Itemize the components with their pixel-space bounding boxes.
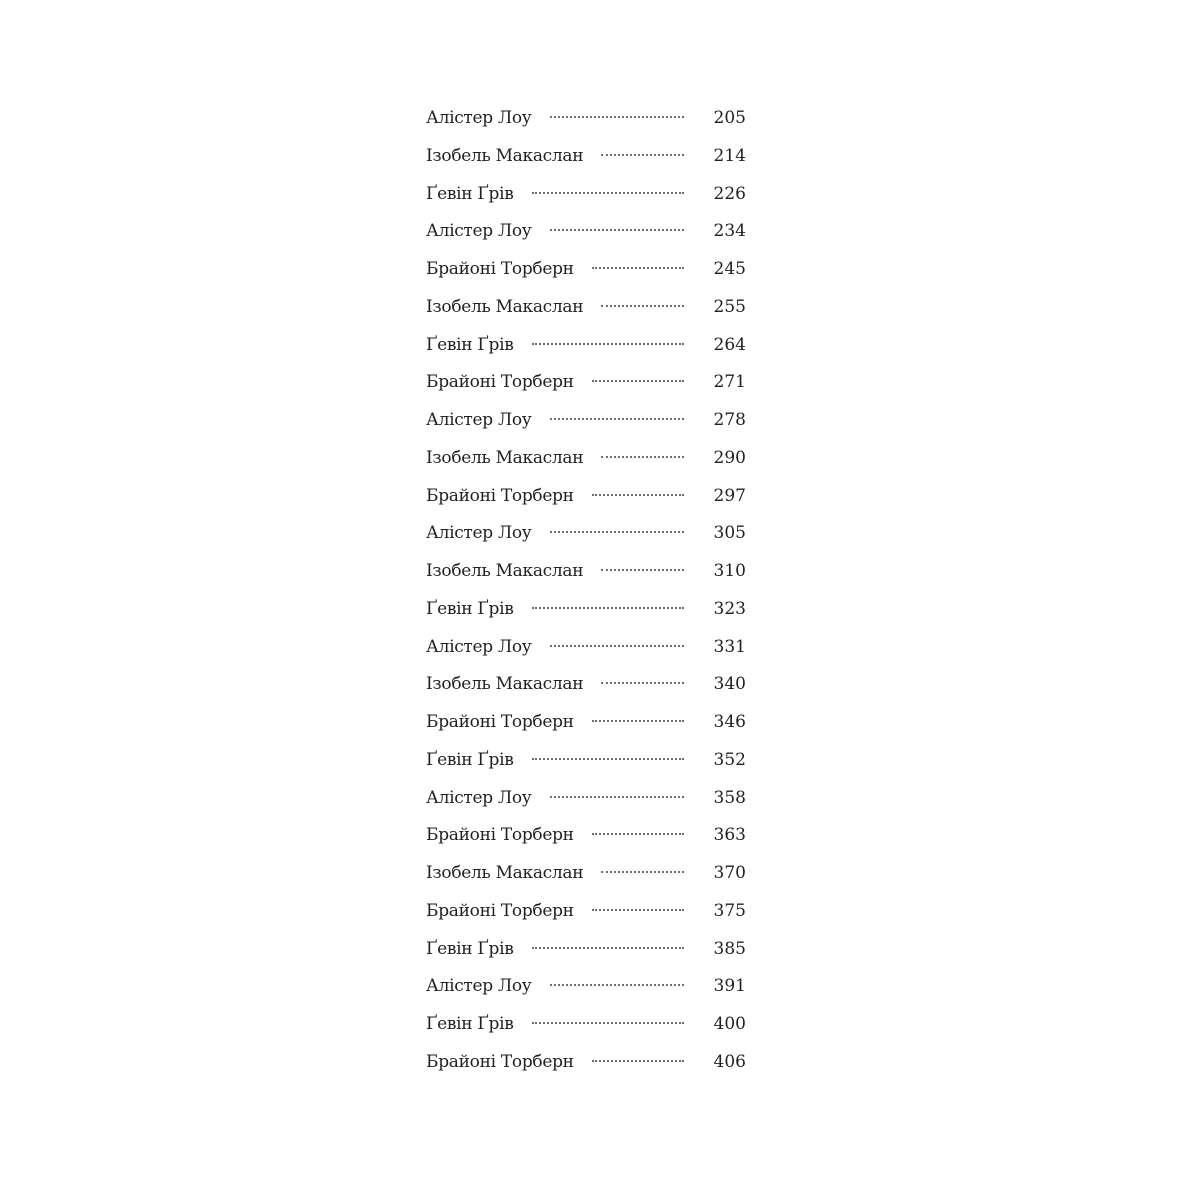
- toc-entry-page-number: 352: [713, 749, 746, 770]
- toc-entry-name: Ізобель Макаслан: [426, 674, 584, 695]
- dot-leader: [601, 682, 683, 684]
- dot-leader: [592, 833, 684, 835]
- toc-entry-name: Алістер Лоу: [426, 410, 532, 430]
- toc-entry: [426, 478, 746, 516]
- toc-entry: [426, 251, 746, 289]
- dot-leader: [601, 154, 683, 156]
- dot-leader: [592, 720, 684, 722]
- toc-entry: [426, 666, 746, 704]
- toc-entry-name: Брайоні Торберн: [426, 825, 574, 846]
- toc-entry-page-number: 305: [713, 523, 746, 544]
- dot-leader: [532, 758, 684, 760]
- dot-leader: [592, 909, 684, 911]
- dot-leader: [592, 380, 684, 382]
- toc-entry: [426, 402, 746, 440]
- toc-entry: [426, 100, 746, 138]
- toc-entry-page-number: 310: [713, 561, 746, 581]
- toc-entry-page-number: 370: [713, 863, 746, 883]
- toc-entry-name: Ґевін Ґрів: [426, 183, 514, 204]
- toc-entry-page-number: 331: [713, 636, 746, 657]
- toc-entry-name: Алістер Лоу: [426, 221, 532, 242]
- toc-entry-name: Ґевін Ґрів: [426, 1014, 514, 1034]
- toc-entry-name: Брайоні Торберн: [426, 485, 574, 506]
- toc-entry: [426, 364, 746, 402]
- toc-entry: [426, 515, 746, 553]
- toc-entry-page-number: 358: [713, 787, 746, 808]
- toc-entry-name: Алістер Лоу: [426, 523, 532, 544]
- toc-entry-page-number: 400: [713, 1014, 746, 1034]
- dot-leader: [532, 343, 684, 345]
- dot-leader: [592, 1060, 684, 1062]
- toc-entry-name: Ізобель Макаслан: [426, 447, 584, 468]
- dot-leader: [550, 796, 684, 798]
- toc-entry-page-number: 323: [713, 598, 746, 619]
- toc-entry: [426, 968, 746, 1006]
- toc-entry-name: Ґевін Ґрів: [426, 598, 514, 619]
- dot-leader: [532, 1022, 684, 1024]
- dot-leader: [550, 229, 684, 231]
- dot-leader: [532, 607, 684, 609]
- toc-entry-name: Алістер Лоу: [426, 976, 532, 997]
- dot-leader: [550, 531, 684, 533]
- toc-entry-name: Брайоні Торберн: [426, 372, 574, 393]
- toc-entry-name: Ізобель Макаслан: [426, 296, 584, 317]
- toc-entry: [426, 440, 746, 478]
- toc-entry-name: Брайоні Торберн: [426, 1051, 574, 1072]
- toc-entry: [426, 213, 746, 251]
- toc-entry: [426, 289, 746, 327]
- toc-entry-page-number: 278: [713, 410, 746, 430]
- toc-entry-name: Ґевін Ґрів: [426, 749, 514, 770]
- table-of-contents: [426, 100, 746, 1082]
- toc-entry-name: Ізобель Макаслан: [426, 145, 584, 166]
- toc-entry-page-number: 391: [713, 976, 746, 997]
- dot-leader: [601, 305, 683, 307]
- toc-entry: [426, 893, 746, 931]
- toc-entry-page-number: 264: [713, 334, 746, 355]
- dot-leader: [550, 418, 684, 420]
- toc-entry: [426, 553, 746, 591]
- toc-entry-page-number: 406: [713, 1051, 746, 1072]
- dot-leader: [592, 267, 684, 269]
- toc-entry: [426, 704, 746, 742]
- toc-entry-name: Ізобель Макаслан: [426, 561, 584, 581]
- toc-entry: [426, 138, 746, 176]
- toc-entry-page-number: 226: [713, 183, 746, 204]
- toc-entry: [426, 327, 746, 365]
- toc-entry-page-number: 346: [713, 712, 746, 732]
- toc-entry-page-number: 363: [713, 825, 746, 846]
- toc-entry-name: Ізобель Макаслан: [426, 863, 584, 883]
- toc-entry-page-number: 290: [713, 447, 746, 468]
- toc-entry: [426, 817, 746, 855]
- dot-leader: [532, 192, 684, 194]
- dot-leader: [532, 947, 684, 949]
- toc-entry-page-number: 340: [713, 674, 746, 695]
- dot-leader: [550, 116, 684, 118]
- toc-entry-page-number: 234: [713, 221, 746, 242]
- toc-entry: [426, 629, 746, 667]
- toc-entry-page-number: 385: [713, 938, 746, 959]
- toc-entry-name: Ґевін Ґрів: [426, 938, 514, 959]
- toc-entry-name: Ґевін Ґрів: [426, 334, 514, 355]
- toc-entry-page-number: 255: [713, 296, 746, 317]
- dot-leader: [601, 871, 683, 873]
- toc-entry-name: Алістер Лоу: [426, 636, 532, 657]
- toc-entry-page-number: 214: [713, 145, 746, 166]
- toc-entry-page-number: 271: [713, 372, 746, 393]
- toc-entry-name: Алістер Лоу: [426, 108, 532, 128]
- dot-leader: [550, 645, 684, 647]
- dot-leader: [601, 456, 683, 458]
- toc-entry-name: Брайоні Торберн: [426, 712, 574, 732]
- toc-entry-page-number: 375: [713, 900, 746, 921]
- toc-entry: [426, 1044, 746, 1082]
- dot-leader: [550, 984, 684, 986]
- toc-entry: [426, 1006, 746, 1044]
- toc-entry-name: Брайоні Торберн: [426, 900, 574, 921]
- toc-entry-name: Брайоні Торберн: [426, 259, 574, 279]
- toc-entry-page-number: 297: [713, 485, 746, 506]
- toc-entry: [426, 176, 746, 214]
- toc-entry: [426, 855, 746, 893]
- toc-entry-name: Алістер Лоу: [426, 787, 532, 808]
- toc-entry-page-number: 205: [713, 108, 746, 128]
- toc-entry: [426, 742, 746, 780]
- toc-entry: [426, 591, 746, 629]
- toc-entry: [426, 780, 746, 818]
- toc-entry-page-number: 245: [713, 259, 746, 279]
- dot-leader: [601, 569, 683, 571]
- dot-leader: [592, 494, 684, 496]
- toc-entry: [426, 931, 746, 969]
